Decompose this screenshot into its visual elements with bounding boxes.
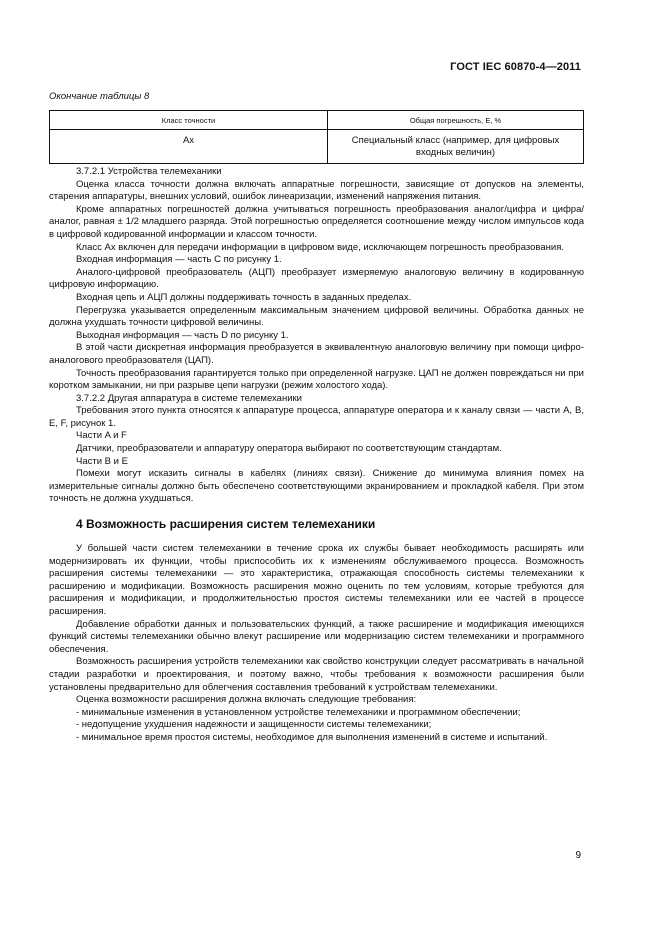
paragraph: Части B и E (76, 455, 128, 467)
paragraph: У большей части систем телемеханики в течение срока их службы бывает необходимость расширять или модернизировать их функции, чтобы приспособить их к изменениям обслуживаемого процесса. Возможность расширения системы телемеханики — это характеристика, отражающая способность системы телемеханики к расширению и модификации. Возможность расширения можно оценить по тем условиям, которые требуются для расширения и модификации, и продолжительностью простоя системы телемеханики или ее частей в процессе расширения. (49, 543, 584, 617)
paragraph: Входная цепь и АЦП должны поддерживать точность в заданных пределах. (76, 291, 412, 303)
paragraph: Оценка класса точности должна включать аппаратные погрешности, зависящие от допусков на элементы, старения аппаратуры, внешних условий, ошибок линеаризации, изменений напряжения питания. (49, 178, 584, 203)
paragraph: 3.7.2.2 Другая аппаратура в системе телемеханики (76, 392, 302, 404)
paragraph: Требования этого пункта относятся к аппаратуре процесса, аппаратуре оператора и к каналу связи — части A, B, E, F, рисунок 1. (49, 405, 584, 429)
table-cell: Специальный класс (например, для цифровых входных величин) (328, 130, 584, 164)
standard-header: ГОСТ IEC 60870-4—2011 (450, 61, 581, 73)
paragraph: В этой части дискретная информация преобразуется в эквивалентную аналоговую величину при помощи цифро-аналогового преобразователя (ЦАП). (49, 342, 584, 366)
paragraph: Помехи могут исказить сигналы в кабелях (линиях связи). Снижение до минимума влияния помех на измерительные сигналы должно быть обеспечено соответствующими экранированием и прокладкой кабеля. При этом точность не должна ухудшаться. (49, 468, 584, 505)
list-item: - минимальное время простоя системы, необходимое для выполнения изменений в системе и испытаний. (76, 731, 548, 743)
table-header-cell: Общая погрешность, E, % (328, 111, 584, 130)
paragraph: Перегрузка указывается определенным максимальным значением цифровой величины. Обработка данных не должна ухудшать точности цифровой величины. (49, 304, 584, 329)
paragraph: Части A и F (76, 430, 127, 442)
page-number: 9 (575, 850, 581, 861)
paragraph: Входная информация — часть C по рисунку 1. (76, 254, 282, 266)
accuracy-table (49, 110, 584, 164)
paragraph: Датчики, преобразователи и аппаратуру оператора выбирают по соответствующим стандартам. (76, 443, 502, 455)
table-row (50, 130, 584, 164)
section-heading: 4 Возможность расширения систем телемеханики (76, 517, 376, 532)
table-cell: Ax (50, 130, 328, 164)
list-item: - недопущение ухудшения надежности и защищенности системы телемеханики; (76, 719, 432, 731)
paragraph: Точность преобразования гарантируется только при определенной нагрузке. ЦАП не должен повреждаться ни при коротком замыкании, ни при разрыве цепи нагрузки (режим холостого хода). (49, 367, 584, 392)
list-item: - минимальные изменения в установленном устройстве телемеханики и программном обеспечении; (76, 706, 521, 718)
paragraph: 3.7.2.1 Устройства телемеханики (76, 166, 222, 177)
paragraph: Кроме аппаратных погрешностей должна учитываться погрешность преобразования аналог/цифра и цифра/аналог, равная ± 1/2 младшего разряда. Этой погрешностью определяется соотношение между числом импульсов кода в цифровой кодированной информации и классом точности. (49, 203, 584, 240)
paragraph: Добавление обработки данных и пользовательских функций, а также расширение и модификация имеющихся функций системы телемеханики обычно влекут расширение или модернизацию систем телемеханики и программного обеспечения. (49, 618, 584, 655)
paragraph: Класс Ax включен для передачи информации в цифровом виде, исключающем погрешность преобразования. (76, 241, 564, 253)
table-caption: Окончание таблицы 8 (49, 91, 150, 102)
table-header-row (50, 111, 584, 130)
document-body (49, 166, 584, 745)
paragraph: Аналого-цифровой преобразователь (АЦП) преобразует измеряемую аналоговую величину в кодированную цифровую информацию. (49, 266, 584, 291)
paragraph: Оценка возможности расширения должна включать следующие требования: (76, 694, 417, 706)
table-header-cell: Класс точности (50, 111, 328, 130)
paragraph: Выходная информация — часть D по рисунку 1. (76, 329, 289, 341)
paragraph: Возможность расширения устройств телемеханики как свойство конструкции следует рассматривать в начальной стадии разработки и проектирования, и поэтому важно, чтобы требования к возможности расширения были установлены предварительно для облегчения составления требований к устройствам телемеханики. (49, 656, 584, 693)
